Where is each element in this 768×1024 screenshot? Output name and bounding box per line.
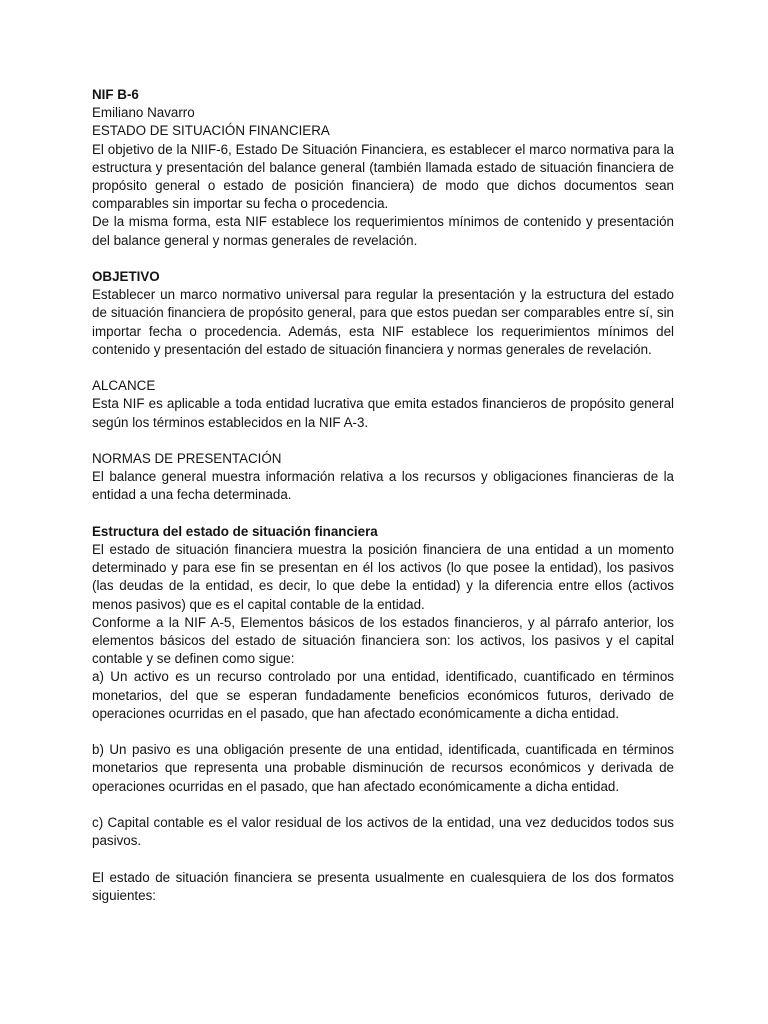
estructura-heading: Estructura del estado de situación financiera: [92, 523, 378, 539]
spacer: [92, 850, 674, 868]
spacer: [92, 723, 674, 741]
spacer: [92, 250, 674, 268]
document-page: [92, 86, 674, 905]
document-title: NIF B-6: [92, 87, 139, 102]
spacer: [92, 359, 674, 377]
document-subtitle: ESTADO DE SITUACIÓN FINANCIERA: [92, 123, 330, 139]
spacer: [92, 505, 674, 523]
closing-paragraph: El estado de situación financiera se presenta usualmente en cualesquiera de los dos formatos siguientes:: [92, 869, 674, 903]
intro-paragraph-2: De la misma forma, esta NIF establece los requerimientos mínimos de contenido y presentación del balance general y normas generales de revelación.: [92, 214, 674, 248]
item-c-paragraph: c) Capital contable es el valor residual de los activos de la entidad, una vez deducidos todos sus pasivos.: [92, 815, 674, 849]
item-a-paragraph: a) Un activo es un recurso controlado por una entidad, identificado, cuantificado en términos monetarios, del que se esperan fundadamente beneficios económicos futuros, derivado de operaciones ocurridas en el pasado, que han afectado económicamente a dicha entidad.: [92, 669, 674, 721]
alcance-paragraph: Esta NIF es aplicable a toda entidad lucrativa que emita estados financieros de propósito general según los términos establecidos en la NIF A-3.: [92, 396, 674, 430]
spacer: [92, 432, 674, 450]
item-b-paragraph: b) Un pasivo es una obligación presente de una entidad, identificada, cuantificada en términos monetarios que representa una probable disminución de recursos económicos y derivada de operaciones ocurridas en el pasado, que han afectado económicamente a dicha entidad.: [92, 742, 674, 794]
objetivo-paragraph: Establecer un marco normativo universal para regular la presentación y la estructura del estado de situación financiera de propósito general, para que estos puedan ser comparables entre sí, sin importar fecha o procedencia. Además, esta NIF establece los requerimientos mínimos del contenido y presentación del estado de situación financiera y normas generales de revelación.: [92, 287, 674, 357]
alcance-heading: ALCANCE: [92, 378, 156, 394]
spacer: [92, 796, 674, 814]
document-author: Emiliano Navarro: [92, 105, 195, 121]
normas-paragraph: El balance general muestra información relativa a los recursos y obligaciones financieras de la entidad a una fecha determinada.: [92, 469, 674, 503]
intro-paragraph-1: El objetivo de la NIIF-6, Estado De Situación Financiera, es establecer el marco normativa para la estructura y presentación del balance general (también llamada estado de situación financiera de propósito general o estado de posición financiera) de modo que dichos documentos sean comparables sin importar su fecha o procedencia.: [92, 141, 674, 212]
normas-heading: NORMAS DE PRESENTACIÓN: [92, 451, 282, 467]
objetivo-heading: OBJETIVO: [92, 269, 160, 285]
estructura-paragraph-2: Conforme a la NIF A-5, Elementos básicos de los estados financieros, y al párrafo anterior, los elementos básicos del estado de situación financiera son: los activos, los pasivos y el capital contable y se definen como sigue:: [92, 614, 674, 667]
estructura-paragraph-1: El estado de situación financiera muestra la posición financiera de una entidad a un momento determinado y para ese fin se presentan en él los activos (lo que posee la entidad), los pasivos (las deudas de la entidad, es decir, lo que debe la entidad) y la diferencia entre ellos (activos menos pasivos) que es el capital contable de la entidad.: [92, 542, 674, 612]
